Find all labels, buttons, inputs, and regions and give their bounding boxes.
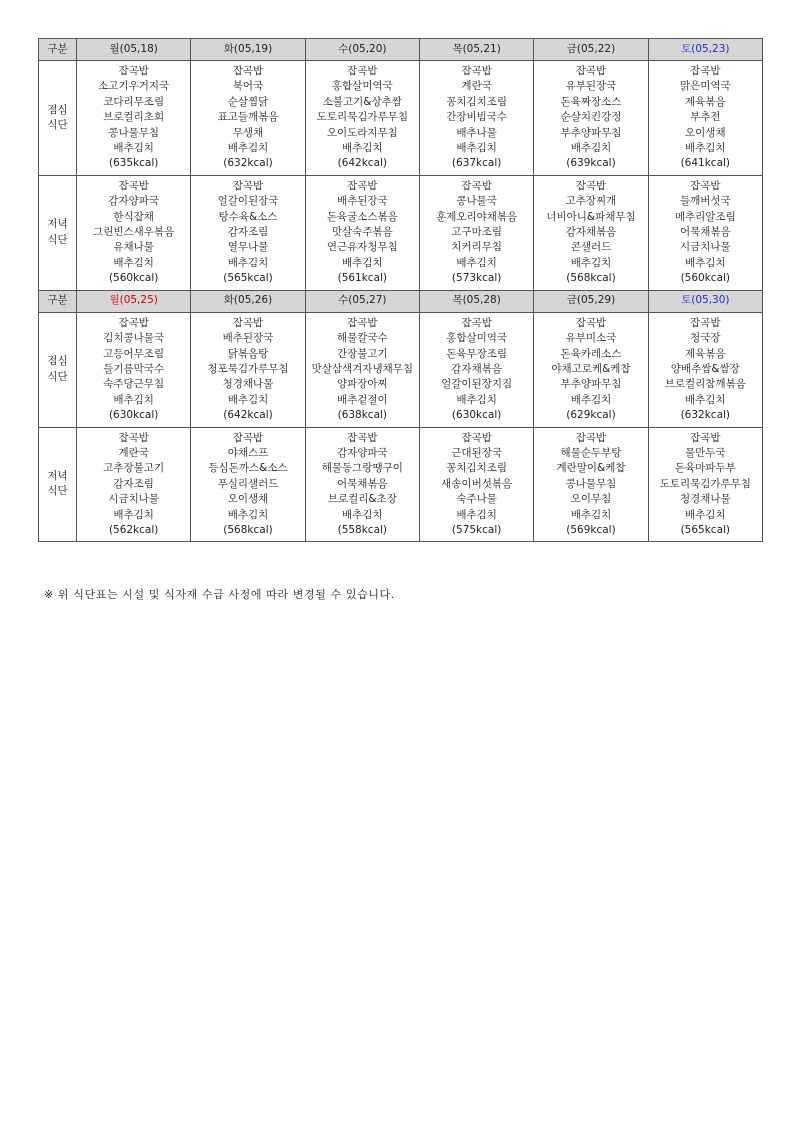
menu-cell bbox=[648, 61, 762, 176]
menu-item: 근대된장국 bbox=[451, 446, 502, 459]
menu-item: 고추장찌개 bbox=[565, 195, 617, 208]
menu-item: 들깨버섯국 bbox=[679, 195, 731, 208]
menu-cell bbox=[648, 175, 762, 290]
menu-item: 홍합살미역국 bbox=[446, 332, 508, 345]
lunch-row bbox=[39, 312, 763, 427]
menu-item: 열무나물 bbox=[227, 241, 269, 254]
menu-item: (630kcal) bbox=[451, 409, 502, 422]
menu-item: (569kcal) bbox=[566, 523, 616, 536]
menu-item: 잡곡밥 bbox=[461, 179, 492, 192]
menu-item: 꽁치김치조림 bbox=[446, 95, 508, 108]
header-label: 구분 bbox=[39, 290, 77, 312]
menu-item: 소고기우거지국 bbox=[98, 80, 170, 93]
menu-item: 배추김치 bbox=[342, 142, 383, 155]
menu-item: 배추김치 bbox=[570, 508, 612, 521]
menu-item: 콩나물국 bbox=[456, 195, 497, 208]
menu-item: 고추장불고기 bbox=[103, 462, 165, 475]
meal-label bbox=[39, 61, 77, 176]
menu-item: 제육볶음 bbox=[685, 347, 726, 360]
menu-item: 새송이버섯볶음 bbox=[441, 477, 513, 490]
menu-item: 야채스프 bbox=[227, 446, 269, 459]
meal-label-line: 저녁 bbox=[47, 470, 68, 483]
menu-item: 배추김치 bbox=[113, 508, 154, 521]
menu-item: 들기름막국수 bbox=[103, 362, 165, 375]
menu-item: 잡곡밥 bbox=[690, 65, 721, 77]
menu-item: 잡곡밥 bbox=[575, 65, 607, 77]
menu-item: 잡곡밥 bbox=[347, 431, 378, 444]
menu-item: 계란국 bbox=[118, 446, 149, 459]
menu-item: 치커리무침 bbox=[451, 241, 502, 254]
menu-item: 얼갈이된장국 bbox=[217, 195, 279, 208]
menu-item: 유부미소국 bbox=[565, 332, 617, 345]
menu-item: (642kcal) bbox=[223, 409, 273, 422]
menu-cell bbox=[77, 61, 191, 176]
menu-item: (638kcal) bbox=[337, 409, 388, 422]
menu-item: 등심돈까스&소스 bbox=[208, 462, 288, 475]
day-header: 금(05,22) bbox=[534, 39, 648, 61]
menu-item: 잡곡밥 bbox=[118, 431, 149, 444]
menu-item: 배추김치 bbox=[342, 508, 383, 521]
menu-item: 오이도라지무침 bbox=[326, 126, 398, 139]
menu-item: 배추된장국 bbox=[222, 332, 274, 345]
menu-item: 어묵채볶음 bbox=[679, 226, 731, 239]
menu-item: 그린빈스새우볶음 bbox=[93, 226, 175, 239]
menu-item: 잡곡밥 bbox=[575, 431, 607, 444]
menu-item: 맛살삼색겨자냉채무침 bbox=[311, 362, 414, 375]
menu-item: 잡곡밥 bbox=[347, 179, 378, 192]
menu-cell bbox=[534, 312, 648, 427]
menu-item: 탕수육&소스 bbox=[218, 210, 278, 223]
menu-item: 제육볶음 bbox=[685, 95, 726, 108]
menu-item: 푸실리샐러드 bbox=[217, 477, 279, 490]
menu-item: 닭볶음탕 bbox=[227, 347, 269, 360]
menu-item: (562kcal) bbox=[108, 523, 159, 536]
dinner-row bbox=[39, 175, 763, 290]
meal-label bbox=[39, 427, 77, 542]
menu-item: 배추김치 bbox=[113, 393, 154, 406]
menu-item: 무생채 bbox=[232, 126, 264, 139]
menu-item: 돈육굴소스볶음 bbox=[326, 210, 398, 223]
week-header-row bbox=[39, 290, 763, 312]
menu-item: 브로컬리&초장 bbox=[327, 493, 397, 506]
menu-item: 부추전 bbox=[690, 111, 721, 124]
meal-label-line: 식단 bbox=[47, 485, 68, 498]
meal-label-line: 점심 bbox=[47, 103, 68, 116]
menu-item: 도토리묵김가루무침 bbox=[659, 477, 751, 490]
menu-cell bbox=[77, 175, 191, 290]
menu-item: 청포묵김가루무침 bbox=[207, 362, 289, 375]
menu-item: 소불고기&상추쌈 bbox=[322, 95, 402, 108]
day-header: 수(05,27) bbox=[305, 290, 419, 312]
menu-item: (568kcal) bbox=[566, 272, 616, 285]
menu-item: 잡곡밥 bbox=[575, 179, 607, 192]
menu-item: 배추김치 bbox=[685, 256, 726, 269]
menu-item: 야채고로케&케찹 bbox=[551, 362, 631, 375]
footnote: ※ 위 식단표는 시설 및 식자재 수급 사정에 따라 변경될 수 있습니다. bbox=[44, 588, 395, 601]
menu-item: 배추김치 bbox=[113, 142, 154, 155]
menu-item: 메추리알조림 bbox=[674, 210, 736, 223]
menu-item: 잡곡밥 bbox=[118, 65, 149, 77]
meal-label-line: 식단 bbox=[47, 370, 68, 383]
menu-item: (568kcal) bbox=[223, 523, 273, 536]
menu-item: 배추김치 bbox=[570, 393, 612, 406]
menu-item: 배추김치 bbox=[570, 256, 612, 269]
menu-item: 시금치나물 bbox=[679, 241, 731, 254]
menu-item: 해물순두부탕 bbox=[560, 446, 622, 459]
menu-item: 배추김치 bbox=[456, 393, 497, 406]
menu-item: 북어국 bbox=[232, 80, 264, 93]
menu-item: 콘샐러드 bbox=[570, 241, 612, 254]
menu-item: 순살치킨강정 bbox=[560, 111, 622, 124]
menu-item: 숙주당근무침 bbox=[103, 378, 165, 391]
meal-plan-table bbox=[38, 38, 763, 542]
menu-item: 숙주나물 bbox=[456, 493, 497, 506]
menu-item: 감자조림 bbox=[113, 477, 154, 490]
menu-item: 콩나물무침 bbox=[108, 126, 160, 139]
menu-item: (560kcal) bbox=[108, 272, 159, 285]
menu-item: 도토리묵김가루무침 bbox=[316, 111, 408, 124]
menu-item: 양파장아찌 bbox=[336, 378, 388, 391]
menu-cell bbox=[77, 312, 191, 427]
day-header: 수(05,20) bbox=[305, 39, 419, 61]
day-header: 화(05,26) bbox=[191, 290, 305, 312]
menu-cell bbox=[305, 175, 419, 290]
menu-item: 잡곡밥 bbox=[118, 179, 149, 192]
menu-item: 배추김치 bbox=[685, 142, 726, 155]
menu-item: 고구마조림 bbox=[451, 226, 502, 239]
meal-label-line: 저녁 bbox=[47, 218, 68, 231]
menu-item: 잡곡밥 bbox=[347, 65, 378, 77]
day-header: 목(05,28) bbox=[419, 290, 533, 312]
menu-item: 배추김치 bbox=[227, 508, 269, 521]
meal-label bbox=[39, 312, 77, 427]
menu-cell bbox=[191, 312, 305, 427]
menu-item: 훈제오리야채볶음 bbox=[436, 210, 518, 223]
menu-item: 감자양파국 bbox=[336, 446, 388, 459]
menu-item: (629kcal) bbox=[566, 409, 616, 422]
menu-cell bbox=[191, 61, 305, 176]
menu-item: 잡곡밥 bbox=[690, 431, 721, 444]
meal-label bbox=[39, 175, 77, 290]
menu-item: 배추김치 bbox=[227, 393, 269, 406]
menu-cell bbox=[534, 61, 648, 176]
menu-item: 배추김치 bbox=[227, 256, 269, 269]
day-header: 토(05,30) bbox=[648, 290, 762, 312]
menu-item: (635kcal) bbox=[108, 157, 159, 170]
menu-cell bbox=[191, 427, 305, 542]
menu-cell bbox=[77, 427, 191, 542]
menu-item: 배추김치 bbox=[685, 393, 726, 406]
menu-item: 부추양파무침 bbox=[560, 378, 622, 391]
menu-item: 홍합살미역국 bbox=[331, 80, 393, 93]
menu-item: 잡곡밥 bbox=[118, 316, 149, 329]
menu-item: 간장비빔국수 bbox=[446, 111, 508, 124]
menu-item: 배추겉절이 bbox=[336, 393, 388, 406]
menu-item: (560kcal) bbox=[680, 272, 731, 285]
menu-item: 시금치나물 bbox=[108, 493, 160, 506]
menu-item: (632kcal) bbox=[680, 409, 731, 422]
menu-item: 청국장 bbox=[690, 332, 721, 345]
menu-item: 유채나물 bbox=[113, 241, 154, 254]
menu-item: 배추김치 bbox=[113, 256, 154, 269]
menu-item: 계란국 bbox=[461, 80, 492, 93]
menu-item: 감자양파국 bbox=[108, 195, 160, 208]
menu-cell bbox=[534, 427, 648, 542]
menu-item: 물만두국 bbox=[685, 446, 726, 459]
menu-item: 유부된장국 bbox=[565, 80, 617, 93]
menu-item: 오이생채 bbox=[685, 126, 726, 139]
menu-item: 맛살숙주볶음 bbox=[331, 226, 393, 239]
menu-item: (632kcal) bbox=[223, 157, 273, 170]
menu-item: 감자채볶음 bbox=[451, 362, 502, 375]
menu-item: 너비아니&파채무침 bbox=[546, 210, 636, 223]
menu-item: 간장불고기 bbox=[336, 347, 388, 360]
menu-item: 잡곡밥 bbox=[461, 65, 492, 77]
menu-item: 잡곡밥 bbox=[461, 431, 492, 444]
menu-item: 청경채나물 bbox=[679, 493, 731, 506]
week-header-row bbox=[39, 39, 763, 61]
day-header: 목(05,21) bbox=[419, 39, 533, 61]
menu-item: 잡곡밥 bbox=[232, 431, 264, 444]
menu-item: 맑은미역국 bbox=[679, 80, 731, 93]
menu-item: (575kcal) bbox=[451, 523, 502, 536]
menu-item: 잡곡밥 bbox=[232, 65, 264, 77]
menu-item: 오이무침 bbox=[570, 493, 612, 506]
menu-item: 배추김치 bbox=[342, 256, 383, 269]
menu-item: 배추김치 bbox=[227, 142, 269, 155]
menu-cell bbox=[191, 175, 305, 290]
lunch-row bbox=[39, 61, 763, 176]
menu-cell bbox=[648, 427, 762, 542]
menu-item: 잡곡밥 bbox=[232, 179, 264, 192]
menu-cell bbox=[419, 61, 533, 176]
menu-item: 콩나물무침 bbox=[565, 477, 617, 490]
menu-item: 순살찜닭 bbox=[227, 95, 269, 108]
menu-item: 양배추쌈&쌈장 bbox=[670, 362, 740, 375]
menu-item: (558kcal) bbox=[337, 523, 388, 536]
menu-item: 청경채나물 bbox=[222, 378, 274, 391]
menu-cell bbox=[419, 427, 533, 542]
menu-item: (565kcal) bbox=[223, 272, 273, 285]
menu-item: 잡곡밥 bbox=[575, 316, 607, 329]
menu-item: 표고들깨볶음 bbox=[217, 111, 279, 124]
menu-item: 감자채볶음 bbox=[565, 226, 617, 239]
menu-item: 계란말이&케찹 bbox=[556, 462, 626, 475]
menu-cell bbox=[419, 175, 533, 290]
menu-item: 브로컬리초회 bbox=[103, 111, 165, 124]
menu-item: 코다리무조림 bbox=[103, 95, 165, 108]
menu-item: (641kcal) bbox=[680, 157, 731, 170]
day-header: 월(05,18) bbox=[77, 39, 191, 61]
meal-label-line: 식단 bbox=[47, 233, 68, 246]
menu-cell bbox=[419, 312, 533, 427]
menu-item: 감자조림 bbox=[227, 226, 269, 239]
day-header: 토(05,23) bbox=[648, 39, 762, 61]
menu-item: (561kcal) bbox=[337, 272, 388, 285]
menu-item: 부추양파무침 bbox=[560, 126, 622, 139]
menu-item: 오이생채 bbox=[227, 493, 269, 506]
menu-item: 배추김치 bbox=[456, 256, 497, 269]
menu-cell bbox=[305, 427, 419, 542]
menu-item: 연근유자청무침 bbox=[326, 241, 398, 254]
menu-item: 고등어무조림 bbox=[103, 347, 165, 360]
menu-item: (637kcal) bbox=[451, 157, 502, 170]
menu-item: 배추김치 bbox=[456, 508, 497, 521]
menu-item: 잡곡밥 bbox=[690, 316, 721, 329]
menu-item: 해물동그랑땡구이 bbox=[321, 462, 403, 475]
menu-item: 배추김치 bbox=[570, 142, 612, 155]
menu-item: (573kcal) bbox=[451, 272, 502, 285]
menu-item: (642kcal) bbox=[337, 157, 388, 170]
menu-cell bbox=[648, 312, 762, 427]
menu-cell bbox=[534, 175, 648, 290]
header-label: 구분 bbox=[39, 39, 77, 61]
menu-item: 잡곡밥 bbox=[232, 316, 264, 329]
menu-item: 배추나물 bbox=[456, 126, 497, 139]
menu-item: 잡곡밥 bbox=[347, 316, 378, 329]
menu-item: 김치콩나물국 bbox=[103, 332, 165, 345]
menu-cell bbox=[305, 61, 419, 176]
menu-item: 잡곡밥 bbox=[690, 179, 721, 192]
menu-item: 한식잡채 bbox=[113, 210, 154, 223]
menu-cell bbox=[305, 312, 419, 427]
menu-item: 얼갈이된장지짐 bbox=[441, 378, 513, 391]
menu-item: (630kcal) bbox=[108, 409, 159, 422]
menu-item: 돈육카레소스 bbox=[560, 347, 622, 360]
menu-item: (639kcal) bbox=[566, 157, 616, 170]
meal-label-line: 점심 bbox=[47, 355, 68, 368]
menu-item: 배추김치 bbox=[456, 142, 497, 155]
menu-item: 배추김치 bbox=[685, 508, 726, 521]
menu-item: 돈육짜장소스 bbox=[560, 95, 622, 108]
day-header: 금(05,29) bbox=[534, 290, 648, 312]
day-header: 월(05,25) bbox=[77, 290, 191, 312]
menu-item: 잡곡밥 bbox=[461, 316, 492, 329]
menu-item: 브로컬리참깨볶음 bbox=[664, 378, 746, 391]
menu-item: 해물칼국수 bbox=[336, 332, 388, 345]
day-header: 화(05,19) bbox=[191, 39, 305, 61]
menu-item: (565kcal) bbox=[680, 523, 731, 536]
dinner-row bbox=[39, 427, 763, 542]
menu-item: 배추된장국 bbox=[336, 195, 388, 208]
menu-item: 어묵채볶음 bbox=[336, 477, 388, 490]
menu-item: 꽁치김치조림 bbox=[446, 462, 508, 475]
meal-label-line: 식단 bbox=[47, 118, 68, 131]
menu-item: 돈육마파두부 bbox=[674, 462, 736, 475]
menu-item: 돈육무장조림 bbox=[446, 347, 508, 360]
